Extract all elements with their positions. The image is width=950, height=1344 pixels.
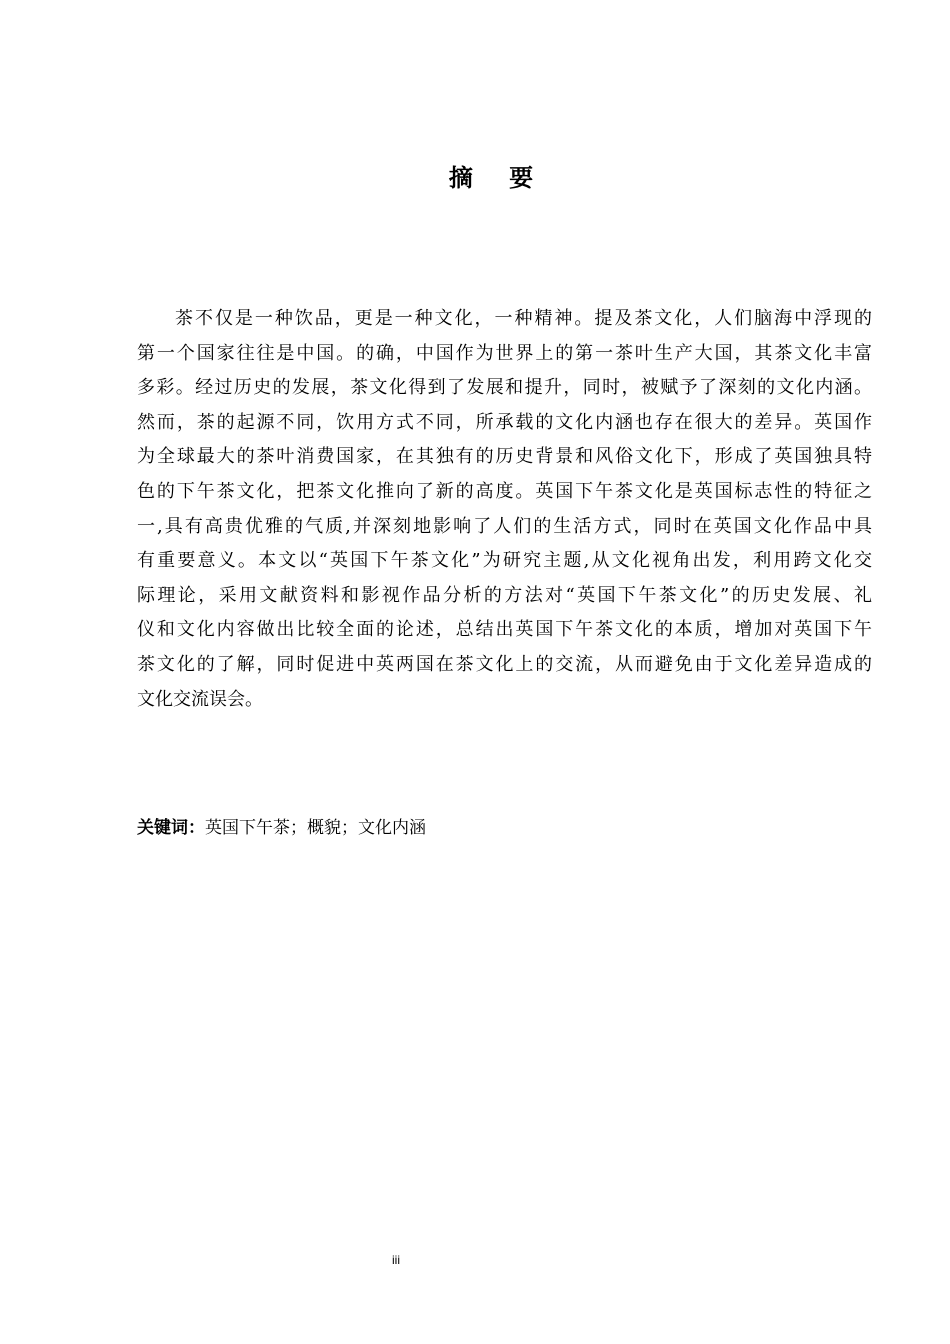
abstract-line: 茶不仅是一种饮品，更是一种文化，一种精神。提及茶文化，人们脑海中浮现的 bbox=[175, 308, 872, 329]
abstract-line: 为全球最大的茶叶消费国家，在其独有的历史背景和风俗文化下，形成了英国独具特 bbox=[137, 446, 872, 468]
page-number: iii bbox=[392, 1253, 400, 1267]
keywords-line bbox=[137, 814, 426, 842]
abstract-line: 茶文化的了解，同时促进中英两国在茶文化上的交流，从而避免由于文化差异造成的 bbox=[137, 653, 872, 675]
abstract-body bbox=[137, 302, 872, 717]
abstract-line: 文化交流误会。 bbox=[137, 688, 263, 710]
abstract-line: 第一个国家往往是中国。的确，中国作为世界上的第一茶叶生产大国，其茶文化丰富 bbox=[137, 342, 872, 364]
abstract-line: 一,具有高贵优雅的气质,并深刻地影响了人们的生活方式，同时在英国文化作品中具 bbox=[137, 515, 872, 537]
abstract-line: 有重要意义。本文以“英国下午茶文化”为研究主题,从文化视角出发，利用跨文化交 bbox=[137, 550, 872, 572]
abstract-line: 多彩。经过历史的发展，茶文化得到了发展和提升，同时，被赋予了深刻的文化内涵。 bbox=[137, 377, 872, 399]
keywords-value: 英国下午茶；概貌；文化内涵 bbox=[205, 818, 426, 838]
keywords-label: 关键词： bbox=[137, 818, 205, 838]
abstract-line: 然而，茶的起源不同，饮用方式不同，所承载的文化内涵也存在很大的差异。英国作 bbox=[137, 411, 872, 433]
page-title: 摘 要 bbox=[448, 164, 548, 192]
abstract-line: 际理论，采用文献资料和影视作品分析的方法对“英国下午茶文化”的历史发展、礼 bbox=[137, 584, 872, 606]
abstract-line: 仪和文化内容做出比较全面的论述，总结出英国下午茶文化的本质，增加对英国下午 bbox=[137, 619, 872, 641]
abstract-line: 色的下午茶文化，把茶文化推向了新的高度。英国下午茶文化是英国标志性的特征之 bbox=[137, 480, 872, 502]
